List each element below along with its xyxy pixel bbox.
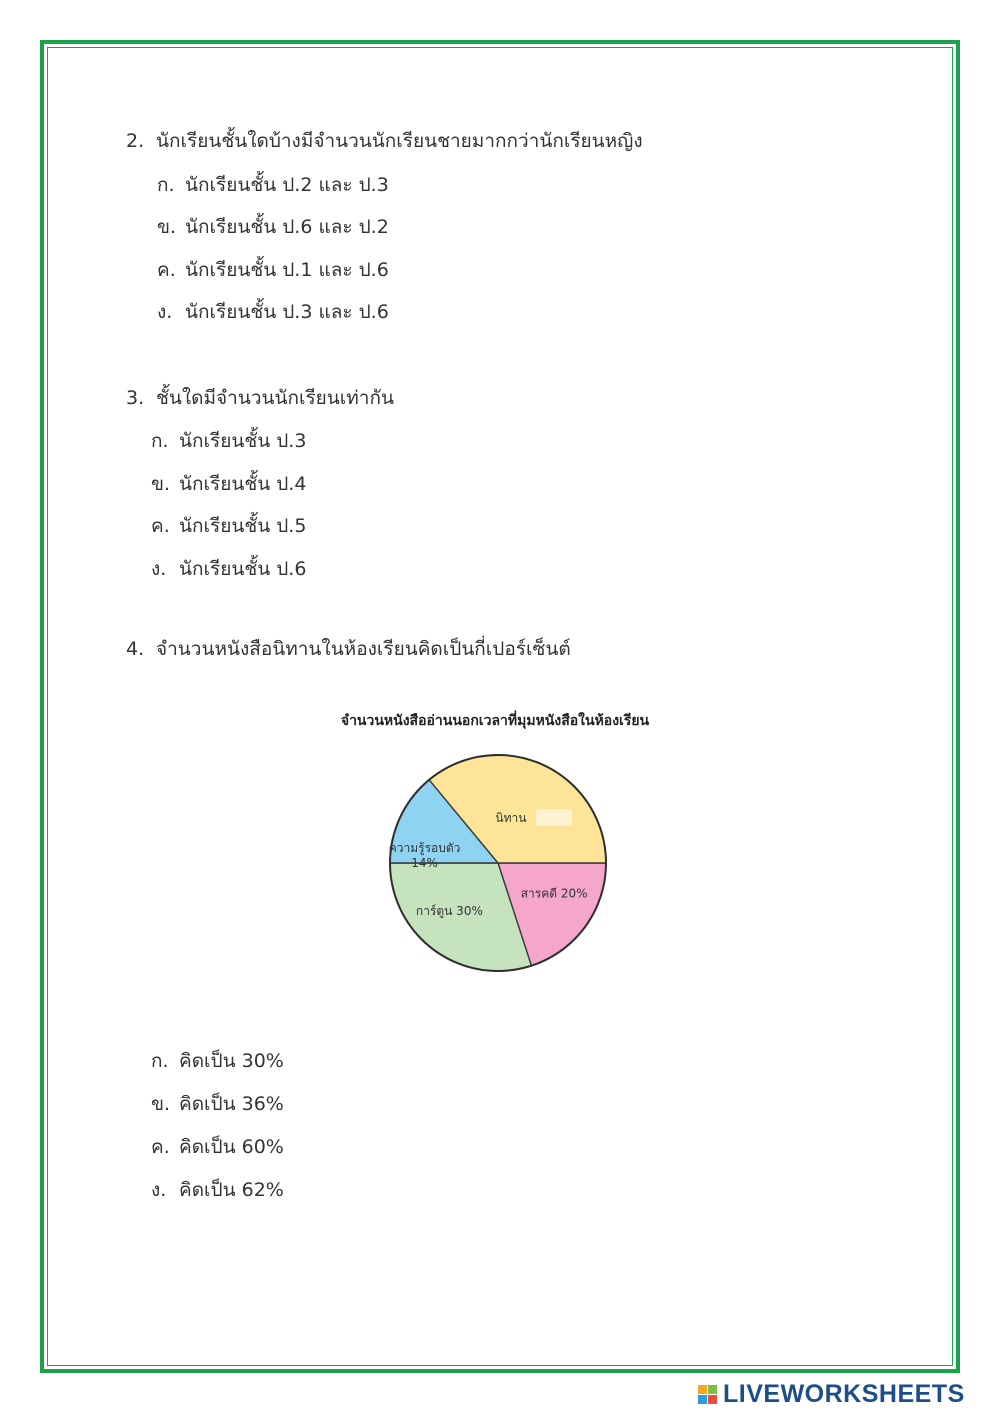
chart-title: จำนวนหนังสืออ่านนอกเวลาที่มุมหนังสือในห้องเรียน [340,713,650,729]
question-2-option-c[interactable] [157,255,389,285]
option-letter: ข. [151,473,171,495]
question-2-option-d[interactable] [157,297,389,327]
option-text: นักเรียนชั้น ป.1 และ ป.6 [185,259,389,281]
question-text: นักเรียนชั้นใดบ้างมีจำนวนนักเรียนชายมากกว่านักเรียนหญิง [156,130,643,152]
option-letter: ง. [151,1179,167,1201]
question-3-option-d[interactable] [151,554,306,584]
option-letter: ค. [157,259,176,281]
option-text: นักเรียนชั้น ป.3 และ ป.6 [185,301,389,323]
question-4-option-d[interactable] [151,1175,284,1205]
option-text: นักเรียนชั้น ป.6 [179,558,307,580]
question-4-option-c[interactable] [151,1132,284,1162]
option-letter: ค. [151,1136,170,1158]
option-text: นักเรียนชั้น ป.2 และ ป.3 [185,174,389,196]
question-3-option-c[interactable] [151,511,306,541]
question-3-option-b[interactable] [151,469,306,499]
pie-label-0: นิทาน [495,810,527,825]
question-2-option-a[interactable] [157,170,389,200]
question-2 [126,126,643,156]
question-number: 3. [126,387,145,409]
pie-chart [380,745,616,981]
option-text: คิดเป็น 30% [179,1050,284,1072]
question-number: 4. [126,638,145,660]
question-2-option-b[interactable] [157,212,389,242]
question-text: ชั้นใดมีจำนวนนักเรียนเท่ากัน [156,387,394,409]
question-text: จำนวนหนังสือนิทานในห้องเรียนคิดเป็นกี่เปอร์เซ็นต์ [156,638,571,660]
liveworksheets-logo[interactable] [698,1378,996,1410]
page-border-inner [47,47,953,1366]
option-text: คิดเป็น 60% [179,1136,284,1158]
question-4-option-a[interactable] [151,1046,284,1076]
answer-blank-box[interactable] [536,809,572,826]
pie-label-1: สารคดี 20% [520,886,588,901]
pie-label-3: ความรู้รอบตัว [388,841,461,856]
question-3 [126,383,394,413]
question-3-option-a[interactable] [151,426,306,456]
liveworksheets-icon [698,1385,717,1404]
question-4 [126,634,571,664]
option-text: คิดเป็น 62% [179,1179,284,1201]
option-letter: ก. [157,174,175,196]
option-letter: ก. [151,430,169,452]
option-text: นักเรียนชั้น ป.3 [179,430,307,452]
option-letter: ง. [157,301,173,323]
option-letter: ข. [151,1093,171,1115]
question-4-option-b[interactable] [151,1089,284,1119]
option-letter: ค. [151,515,170,537]
option-letter: ข. [157,216,177,238]
brand-text: LIVEWORKSHEETS [723,1379,965,1408]
option-text: คิดเป็น 36% [179,1093,284,1115]
option-text: นักเรียนชั้น ป.6 และ ป.2 [185,216,389,238]
option-letter: ก. [151,1050,169,1072]
option-letter: ง. [151,558,167,580]
option-text: นักเรียนชั้น ป.5 [179,515,307,537]
pie-sublabel-3: 14% [411,856,438,871]
pie-label-2: การ์ตูน 30% [415,903,483,918]
question-number: 2. [126,130,145,152]
option-text: นักเรียนชั้น ป.4 [179,473,307,495]
